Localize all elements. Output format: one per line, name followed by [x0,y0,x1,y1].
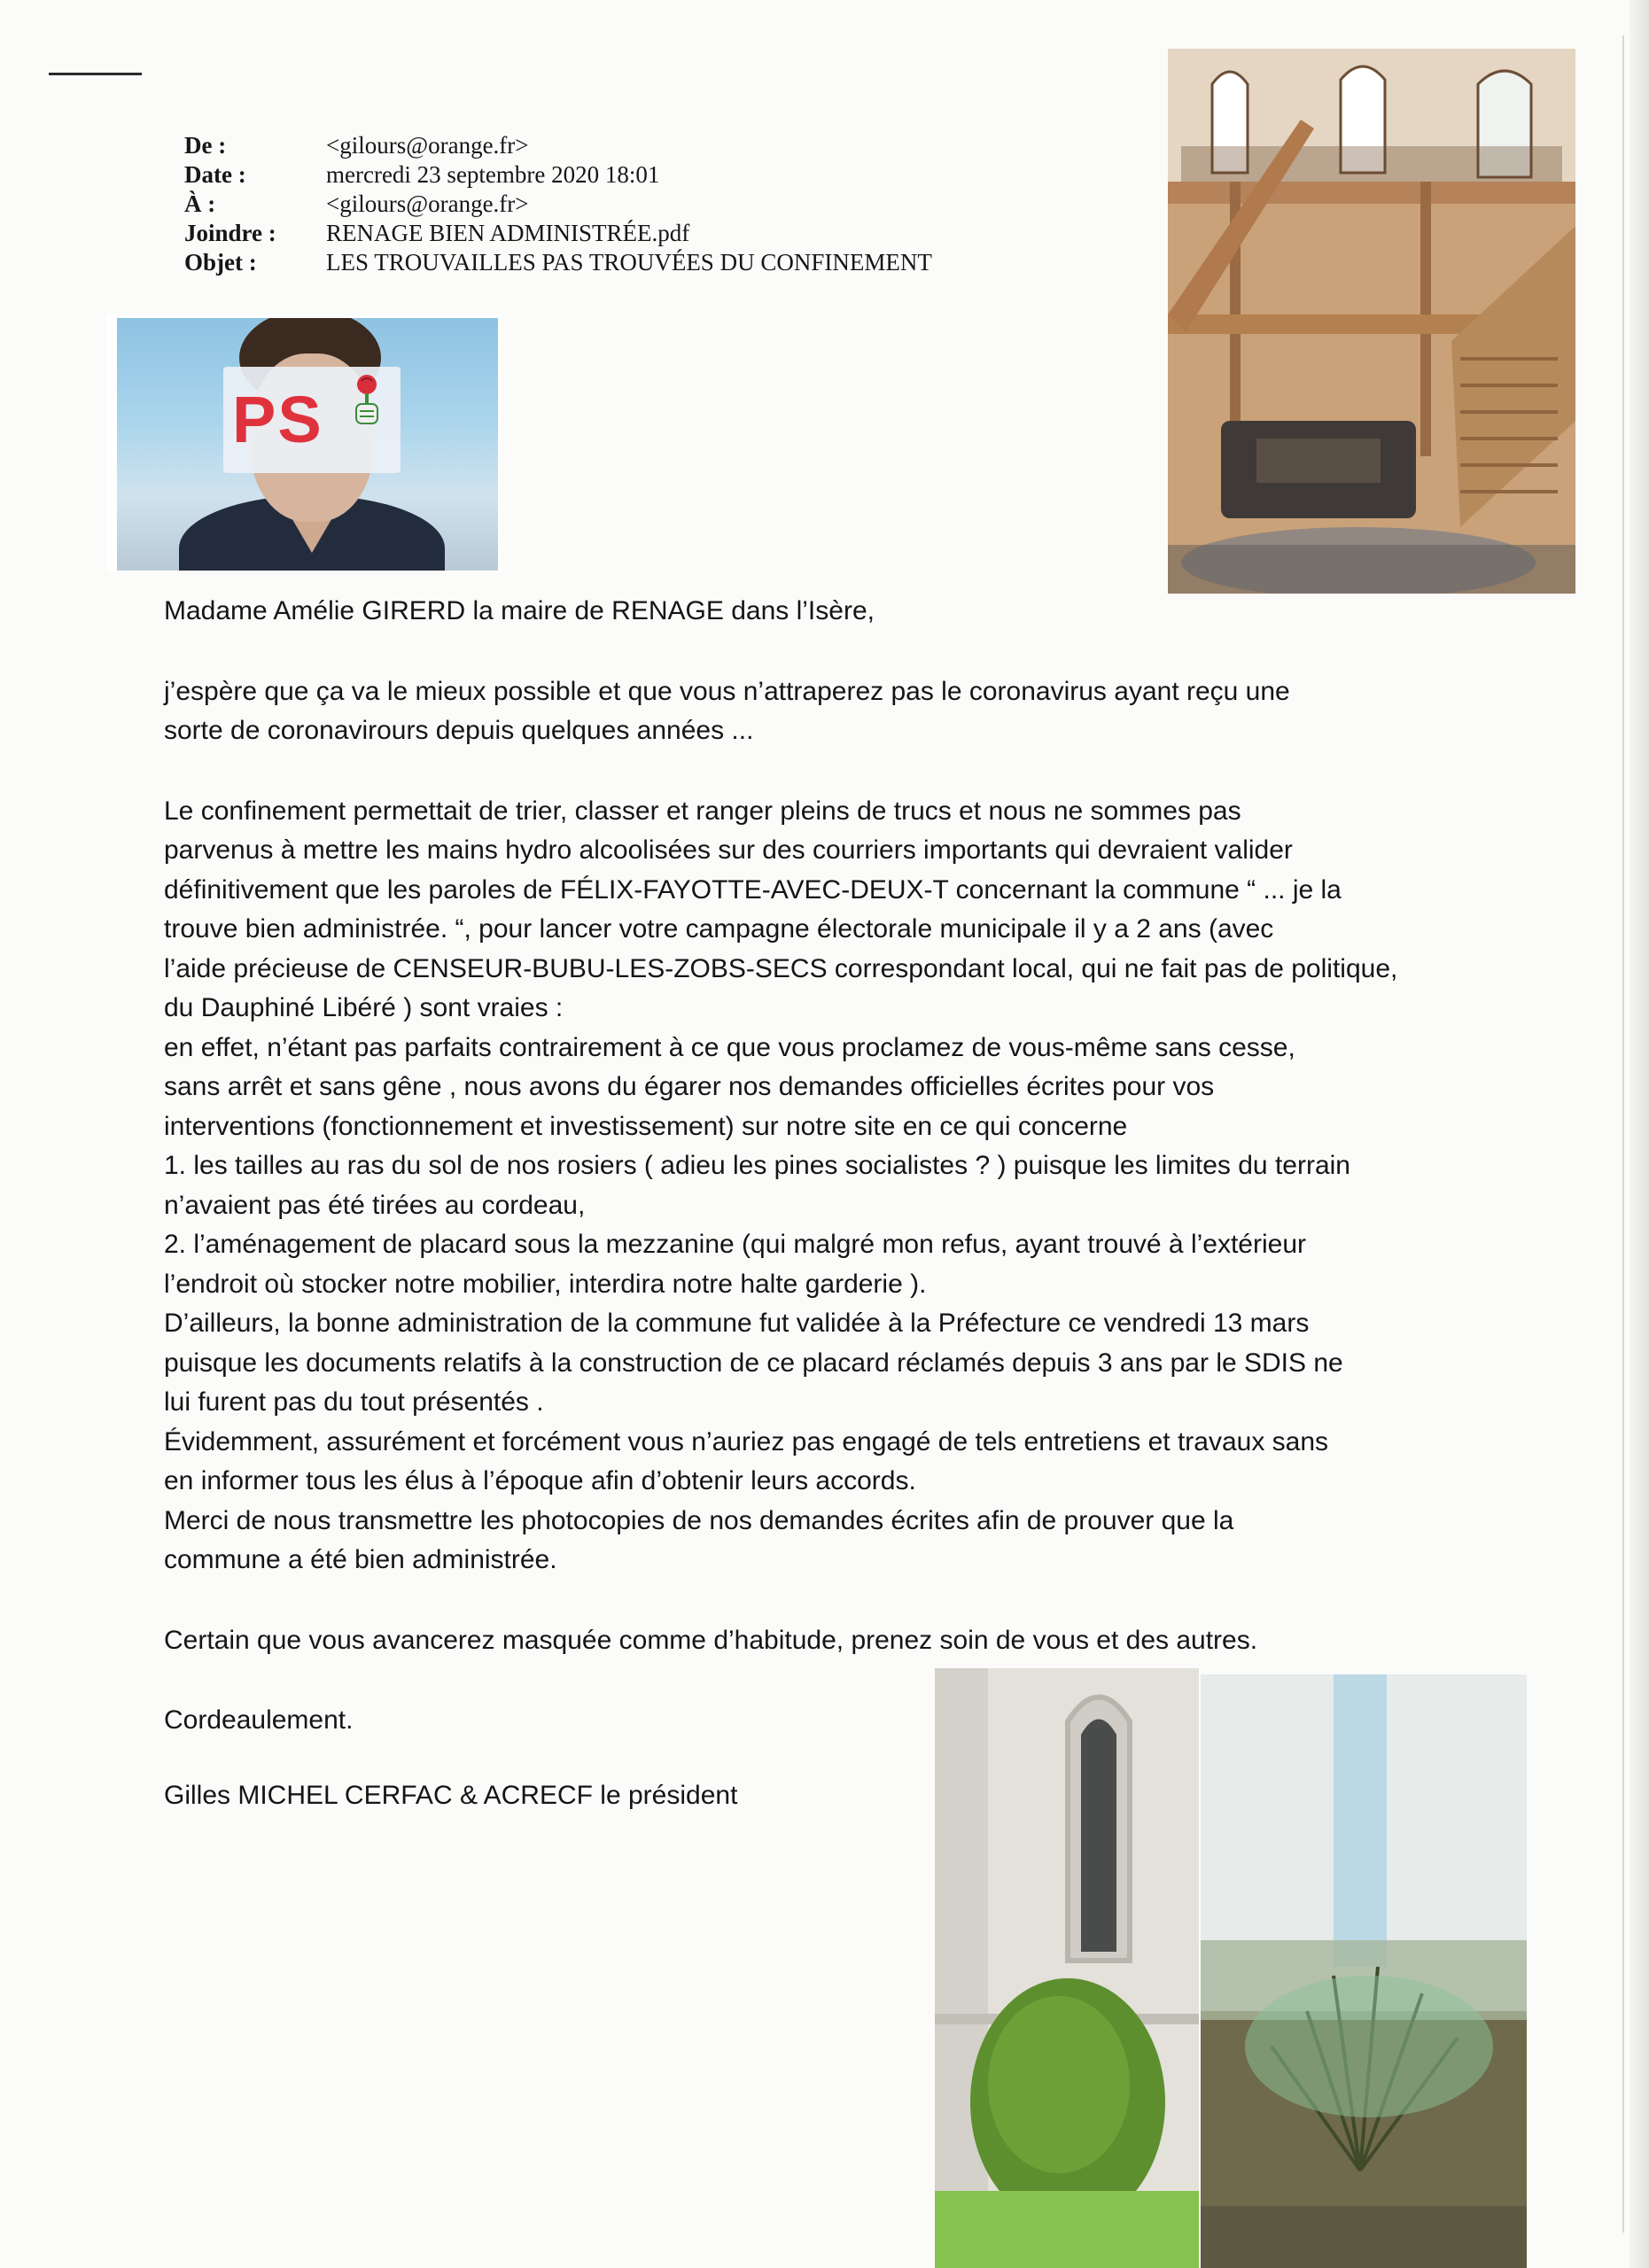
header-value-date: mercredi 23 septembre 2020 18:01 [326,161,660,188]
chapel-interior-photo [1168,49,1575,594]
header-row-attachment [184,219,1070,248]
letter-line: du Dauphiné Libéré ) sont vraies : [164,993,564,1022]
ps-logo-sticker [223,367,401,473]
letter-line: sorte de coronavirours depuis quelques années ... [164,716,754,745]
letter-line: sans arrêt et sans gêne , nous avons du égarer nos demandes officielles écrites pour vos [164,1072,1215,1101]
cut-rose-bush-photo [1201,1674,1527,2268]
cut-rose-bush-drawing [1201,1674,1527,2268]
scan-mark-line [49,73,142,75]
trimmed-bush-photo [935,1668,1199,2268]
rose-fist-icon [347,372,386,429]
letter-line: trouve bien administrée. “, pour lancer votre campagne électorale municipale il y a 2 ans (avec [164,914,1274,944]
letter-sign-off: Cordeaulement. [164,1705,354,1735]
chapel-interior-drawing [1168,49,1575,594]
letter-line: j’espère que ça va le mieux possible et que vous n’attraperez pas le coronavirus ayant reçu une [164,677,1290,706]
header-label-date: Date : [184,161,246,188]
header-row-subject [184,248,1070,277]
letter-line: définitivement que les paroles de FÉLIX-FAYOTTE-AVEC-DEUX-T concernant la commune “ ... je la [164,875,1342,905]
header-value-subject: LES TROUVAILLES PAS TROUVÉES DU CONFINEMENT [326,249,932,276]
letter-signature: Gilles MICHEL CERFAC & ACRECF le président [164,1781,738,1810]
letter-line: Merci de nous transmettre les photocopies de nos demandes écrites afin de prouver que la [164,1506,1234,1535]
letter-line: n’avaient pas été tirées au cordeau, [164,1191,586,1220]
email-header [184,131,1070,277]
letter-line: puisque les documents relatifs à la construction de ce placard réclamés depuis 3 ans par le SDIS ne [164,1348,1343,1378]
header-label-attachment: Joindre : [184,220,276,246]
letter-line: 2. l’aménagement de placard sous la mezzanine (qui malgré mon refus, ayant trouvé à l’extérieur [164,1230,1307,1259]
letter-line: l’aide précieuse de CENSEUR-BUBU-LES-ZOBS-SECS correspondant local, qui ne fait pas de politique, [164,954,1398,983]
page-fold-line [1622,35,1624,2233]
header-row-date [184,160,1070,190]
letter-line: en informer tous les élus à l’époque afin d’obtenir leurs accords. [164,1466,916,1495]
letter-line: parvenus à mettre les mains hydro alcoolisées sur des courriers importants qui devraient valider [164,835,1293,865]
ps-logo-text: PS [232,383,323,456]
letter-line: l’endroit où stocker notre mobilier, interdira notre halte garderie ). [164,1270,927,1299]
trimmed-bush-drawing [935,1668,1199,2268]
letter-closing: Certain que vous avancerez masquée comme d’habitude, prenez soin de vous et des autres. [164,1626,1258,1655]
header-label-to: À : [184,190,216,217]
header-row-from [184,131,1070,160]
letter-line: lui furent pas du tout présentés . [164,1387,544,1417]
header-value-attachment: RENAGE BIEN ADMINISTRÉE.pdf [326,220,690,246]
header-label-subject: Objet : [184,249,257,276]
letter-line: D’ailleurs, la bonne administration de la commune fut validée à la Préfecture ce vendredi 13 mars [164,1309,1310,1338]
header-row-to [184,190,1070,219]
letter-line: 1. les tailles au ras du sol de nos rosiers ( adieu les pines socialistes ? ) puisque les limites du terrain [164,1151,1350,1180]
letter-line: Le confinement permettait de trier, classer et ranger pleins de trucs et nous ne sommes pas [164,796,1241,826]
ps-portrait-photo [106,315,501,571]
letter-line: Évidemment, assurément et forcément vous n’auriez pas engagé de tels entretiens et travaux sans [164,1427,1329,1456]
letter-line: commune a été bien administrée. [164,1545,557,1574]
letter-line: en effet, n’étant pas parfaits contrairement à ce que vous proclamez de vous-même sans cesse, [164,1033,1295,1062]
letter-salutation: Madame Amélie GIRERD la maire de RENAGE dans l’Isère, [164,596,875,625]
header-value-from: <gilours@orange.fr> [326,132,529,159]
header-value-to: <gilours@orange.fr> [326,190,529,217]
ps-photo-background [117,318,498,571]
letter-line: interventions (fonctionnement et investissement) sur notre site en ce qui concerne [164,1112,1128,1141]
header-label-from: De : [184,132,227,159]
page-right-edge [1630,0,1649,2268]
